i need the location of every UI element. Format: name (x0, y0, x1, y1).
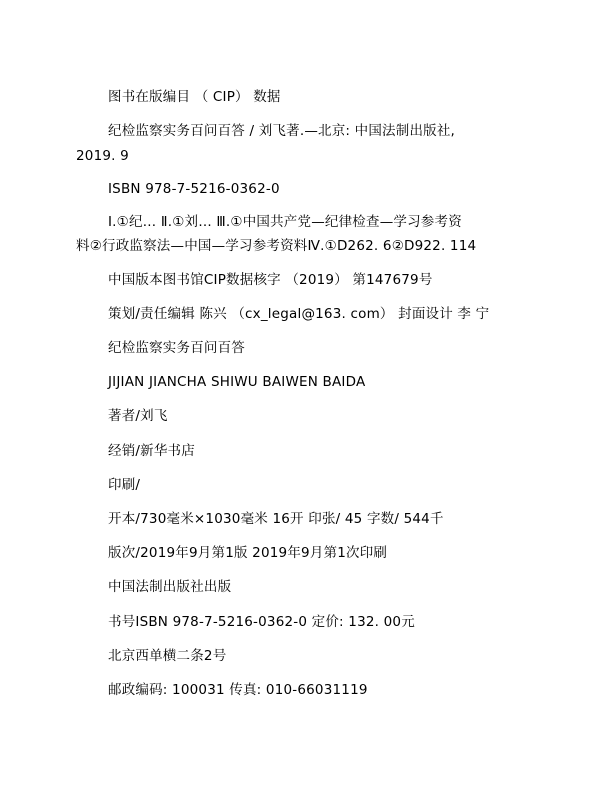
editor-credit: 策划/责任编辑 陈兴 （cx_legal@163. com） 封面设计 李 宁 (108, 306, 490, 322)
cip-entry-line2: 2019. 9 (76, 148, 129, 164)
classification-line2: 料②行政监察法—中国—学习参考资料Ⅳ.①D262. 6②D922. 114 (76, 238, 477, 254)
edition-info: 版次/2019年9月第1版 2019年9月第1次印刷 (108, 545, 388, 561)
author-credit: 著者/刘飞 (108, 408, 168, 424)
cip-record-number: 中国版本图书馆CIP数据核字 （2019） 第147679号 (108, 272, 433, 288)
book-number-price: 书号ISBN 978-7-5216-0362-0 定价: 132. 00元 (108, 614, 415, 630)
book-title-cn: 纪检监察实务百问百答 (108, 340, 245, 356)
isbn-line: ISBN 978-7-5216-0362-0 (108, 181, 280, 197)
printer: 印刷/ (108, 477, 141, 493)
publisher: 中国法制出版社出版 (108, 579, 232, 595)
cip-heading: 图书在版编目 （ CIP） 数据 (108, 89, 281, 105)
postal-fax: 邮政编码: 100031 传真: 010-66031119 (108, 682, 368, 698)
cip-entry-line1: 纪检监察实务百问百答 / 刘飞著.—北京: 中国法制出版社, (108, 123, 456, 139)
format-spec: 开本/730毫米×1030毫米 16开 印张/ 45 字数/ 544千 (108, 511, 444, 527)
book-title-pinyin: JIJIAN JIANCHA SHIWU BAIWEN BAIDA (108, 374, 366, 390)
distributor: 经销/新华书店 (108, 443, 195, 459)
address: 北京西单横二条2号 (108, 648, 227, 664)
classification-line1: Ⅰ.①纪… Ⅱ.①刘… Ⅲ.①中国共产党—纪律检查—学习参考资 (108, 214, 462, 230)
